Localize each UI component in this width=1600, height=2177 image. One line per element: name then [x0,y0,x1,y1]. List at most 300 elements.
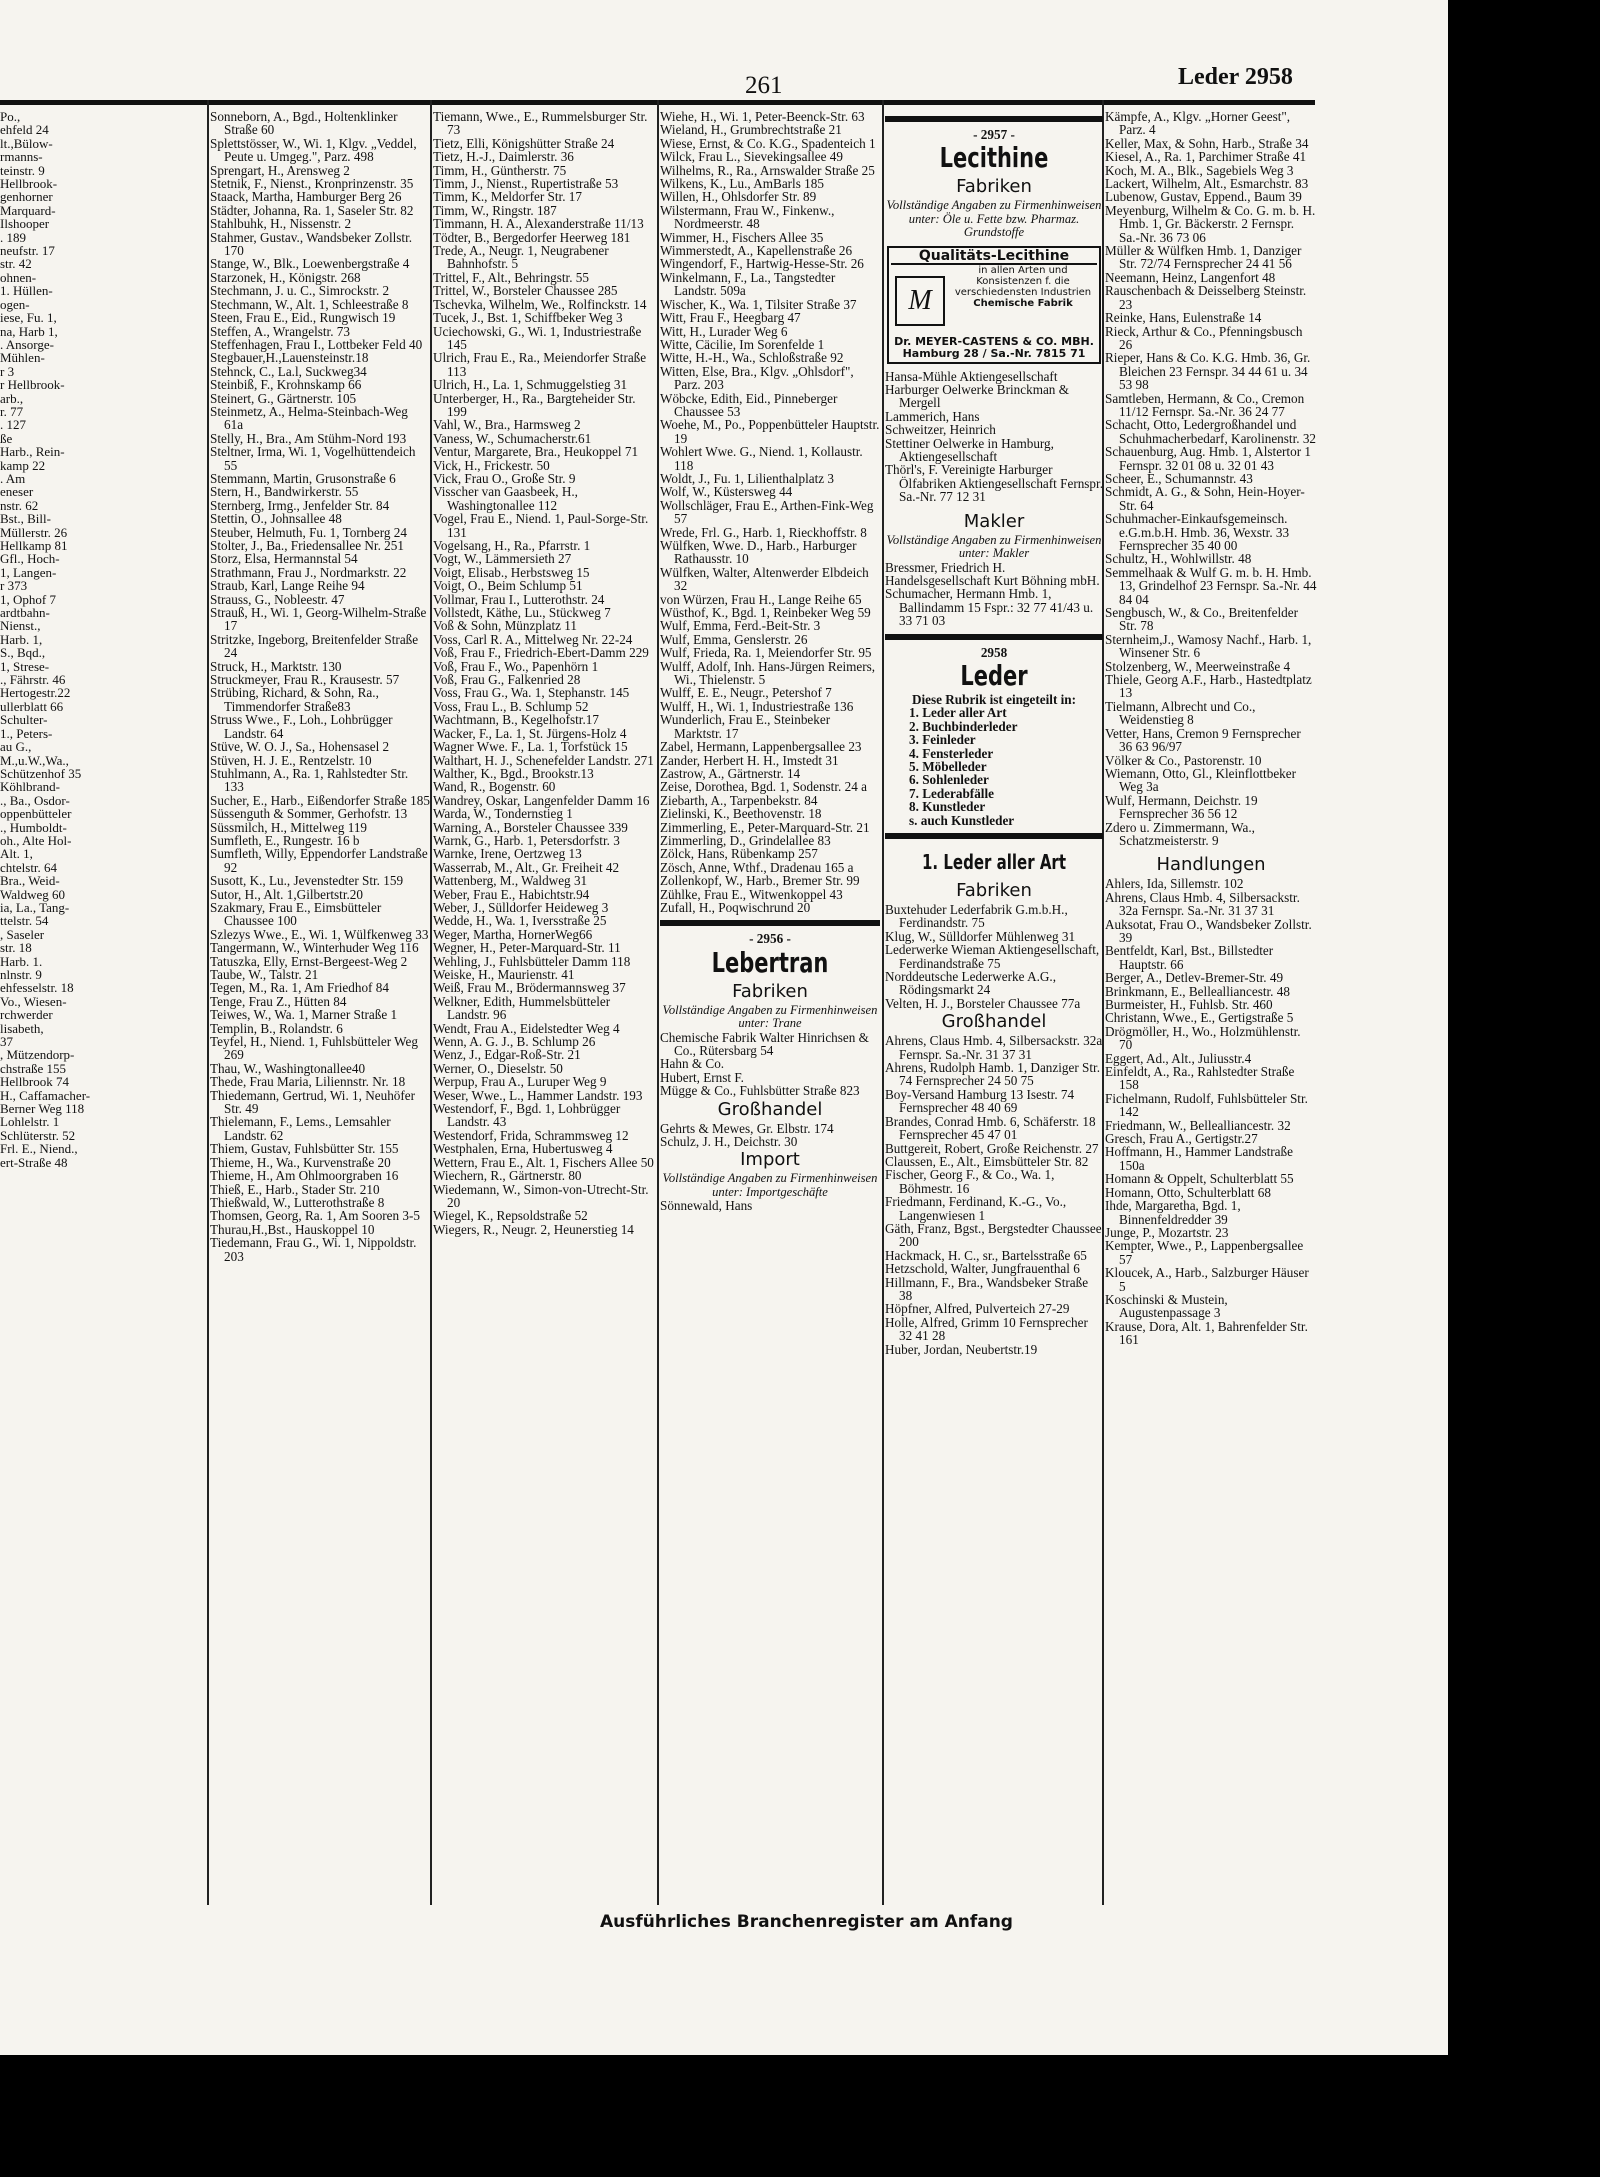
column-5-entries [1105,110,1317,847]
list-item: Witte, Cäcilie, Im Sorenfelde 1 [660,336,825,352]
list-item: Lackert, Wilhelm, Alt., Esmarchstr. 83 [1105,176,1309,192]
list-item: Buttgereit, Robert, Große Reichenstr. 27 [885,1140,1099,1156]
list-item: Steinmetz, A., Helma-Steinbach-Weg 61a [210,403,408,433]
list-item: Wedde, H., Wa. 1, Iversstraße 25 [433,913,607,929]
list-item: Woldt, J., Fu. 1, Lilienthalplatz 3 [660,470,835,486]
list-item: Struckmeyer, Frau R., Krausestr. 57 [210,672,400,688]
list-item: Schulz, J. H., Deichstr. 30 [660,1134,798,1150]
list-item: Stelly, H., Bra., Am Stühm-Nord 193 [210,430,407,446]
list-item: Völker & Co., Pastorenstr. 10 [1105,752,1262,768]
list-item: Trede, A., Neugr. 1, Neugrabener Bahnhofstr. 5 [433,243,609,272]
list-item: Vogelsang, H., Ra., Pfarrstr. 1 [433,538,591,553]
list-item: Stange, W., Blk., Loewenbergstraße 4 [210,256,410,272]
list-item: Schmidt, A. G., & Sohn, Hein-Hoyer-Str. 64 [1105,484,1305,513]
list-item: r 373 [0,578,28,594]
list-item: Wollschläger, Frau E., Arthen-Fink-Weg 57 [660,497,874,527]
list-item: Ahlers, Ida, Sillemstr. 102 [1105,876,1244,892]
list-item: Trittel, F., Alt., Behringstr. 55 [433,269,589,285]
list-item: Ihde, Margaretha, Bgd. 1, Binnenfeldredder 39 [1105,1198,1241,1227]
list-item: r 3 [0,363,15,379]
list-item: teinstr. 9 [0,162,45,178]
list-item: Witt, H., Lurader Weg 6 [660,323,788,339]
list-item: ., Ba., Osdor- [0,792,70,808]
list-item: Kämpfe, A., Klgv. „Horner Geest", Parz. 4 [1105,109,1291,138]
lebertran-title: Lebertran [711,945,829,979]
list-item: Thieme, H., Wa., Kurvenstraße 20 [210,1154,391,1170]
lebertran-import-entries [660,1199,880,1212]
list-item: oppenbütteler [0,806,72,822]
list-item: Hillmann, F., Bra., Wandsbeker Straße 38 [885,1274,1089,1303]
list-item: Tegen, M., Ra. 1, Am Friedhof 84 [210,980,389,996]
list-item: Wiese, Ernst, & Co. K.G., Spadenteich 1 [660,135,876,151]
list-item: Vogt, W., Lämmersieth 27 [433,551,572,567]
company-logo-icon: M [895,276,945,326]
list-item: Weber, J., Sülldorfer Heideweg 3 [433,899,609,915]
list-item: Nienst., [0,618,41,634]
list-item: 37 [0,1034,13,1050]
ad-footer-phone: Hamburg 28 / Sa.-Nr. 7815 71 [902,346,1086,360]
lebertran-sub: Fabriken [732,980,808,1002]
list-item: Gfl., Hoch- [0,551,60,567]
list-item: Brandes, Conrad Hmb. 6, Schäferstr. 18 Fernsprecher 45 47 01 [885,1113,1096,1143]
rubrik-item: 6. Sohlenleder [909,772,989,788]
list-item: Stern, H., Bandwirkerstr. 55 [210,484,359,500]
list-item: Müller & Wülfken Hmb. 1, Danziger Str. 72/74 Fernsprecher 24 41 56 [1105,243,1302,272]
list-item: Süssenguth & Sommer, Gerhofstr. 13 [210,806,408,822]
list-item: Samtleben, Hermann, & Co., Cremon 11/12 Fernspr. Sa.-Nr. 36 24 77 [1105,390,1305,419]
list-item: Struss Wwe., F., Loh., Lohbrügger Landstr. 64 [210,712,393,741]
list-item: 1, Langen- [0,564,57,580]
list-item: Schumacher, Hermann Hmb. 1, Ballindamm 15 Fspr.: 32 77 41/43 u. 33 71 03 [885,586,1094,629]
list-item: ogen- [0,296,30,312]
list-item: rchwerder [0,1007,53,1023]
list-item: ehfesselstr. 18 [0,980,74,996]
list-item: Fichelmann, Rudolf, Fuhlsbütteler Str. 142 [1105,1090,1308,1120]
list-item: Holle, Alfred, Grimm 10 Fernsprecher 32 41 28 [885,1314,1088,1344]
list-item: Teiwes, W., Wa. 1, Marner Straße 1 [210,1007,398,1023]
list-item: Wiemann, Otto, Gl., Kleinflottbeker Weg 3a [1105,765,1297,795]
list-item: Buxtehuder Lederfabrik G.m.b.H., Ferdinandstr. 75 [885,902,1068,931]
list-item: oh., Alte Hol- [0,832,72,848]
list-item: Wolf, W., Küstersweg 44 [660,484,793,500]
page-footer: Ausführliches Branchenregister am Anfang [600,1912,1013,1932]
list-item: Köhlbrand- [0,779,60,795]
list-item: Wiegel, K., Repsoldstraße 52 [433,1208,588,1224]
list-item: Welkner, Edith, Hummelsbütteler Landstr. 96 [433,993,611,1023]
list-item: Steuber, Helmuth, Fu. 1, Tornberg 24 [210,524,407,540]
list-item: Scheer, E., Schumannstr. 43 [1105,470,1253,486]
list-item: Stolzenberg, W., Meerweinstraße 4 [1105,658,1291,674]
rubrik-item: 1. Leder aller Art [909,705,1007,721]
list-item: Starzonek, H., Königstr. 268 [210,269,361,285]
list-item: Harburger Oelwerke Brinckman & Mergell [885,382,1069,411]
list-item: Koschinski & Mustein, Augustenpassage 3 [1105,1291,1228,1321]
list-item: Zimmerling, D., Grindelallee 83 [660,832,831,848]
list-item: Zielinski, K., Beethovenstr. 18 [660,806,822,822]
list-item: Wimmer, H., Fischers Allee 35 [660,229,824,245]
list-item: Rieck, Arthur & Co., Pfenningsbusch 26 [1105,323,1303,352]
list-item: Timmann, H. A., Alexanderstraße 11/13 [433,216,644,232]
list-item: Tucek, J., Bst. 1, Schiffbeker Weg 3 [433,310,623,326]
list-item: Ahrens, Rudolph Hamb. 1, Danziger Str. 74 Fernsprecher 24 50 75 [885,1060,1100,1089]
list-item: Sengbusch, W., & Co., Breitenfelder Str. 78 [1105,605,1299,634]
lebertran-grosshandel: Großhandel [717,1098,823,1120]
rubrik-item: 5. Möbelleder [909,758,987,774]
list-item: na, Harb 1, [0,323,58,339]
list-item: Witt, Frau F., Heegbarg 47 [660,310,801,326]
list-item: Thießwald, W., Lutterothstraße 8 [210,1194,385,1210]
list-item: Steffen, A., Wrangelstr. 73 [210,323,350,339]
list-item: Vo., Wiesen- [0,993,67,1009]
list-item: Harb. 1. [0,953,43,969]
list-item: Voss, Frau G., Wa. 1, Stephanstr. 145 [433,685,630,701]
list-item: Koch, M. A., Blk., Sagebiels Weg 3 [1105,162,1294,178]
list-item: Homann & Oppelt, Schulterblatt 55 [1105,1171,1294,1187]
list-item: Stahmer, Gustav., Wandsbeker Zollstr. 170 [210,229,413,259]
list-item: Kiesel, A., Ra. 1, Parchimer Straße 41 [1105,149,1307,165]
list-item: Sprengart, H., Arensweg 2 [210,162,350,178]
column-3-entries [660,110,880,914]
directory-column-3 [660,110,880,1905]
list-item: Stuhlmann, A., Ra. 1, Rahlstedter Str. 133 [210,765,409,795]
ad-company: Chemische Fabrik [973,298,1073,310]
directory-column-5 [1105,110,1317,1905]
list-item: Berger, A., Detlev-Bremer-Str. 49 [1105,970,1284,986]
list-item: Rauschenbach & Deisselberg Steinstr. 23 [1105,283,1307,312]
list-item: Timm, H., Güntherstr. 75 [433,162,567,178]
list-item: Schulter- [0,712,48,728]
list-item: Zastrow, A., Gärtnerstr. 14 [660,765,801,781]
list-item: Voß, Frau F., Friedrich-Ebert-Damm 229 [433,645,649,661]
list-item: Steffenhagen, Frau I., Lottbeker Feld 40 [210,336,423,352]
list-item: Warda, W., Tondernstieg 1 [433,806,573,822]
list-item: . 189 [0,229,26,245]
list-item: Neemann, Heinz, Langenfort 48 [1105,269,1276,285]
list-item: Struck, H., Marktstr. 130 [210,658,342,674]
list-item: Wand, R., Bogenstr. 60 [433,779,556,795]
list-item: Mügge & Co., Fuhlsbütter Straße 823 [660,1083,860,1099]
list-item: Storz, Elsa, Hermannstal 54 [210,551,358,567]
list-item: ardtbahn- [0,605,50,621]
list-item: Wilhelms, R., Ra., Arnswalder Straße 25 [660,162,875,178]
list-item: Junge, P., Mozartstr. 23 [1105,1224,1229,1240]
list-item: Bentfeldt, Karl, Bst., Billstedter Hauptstr. 66 [1105,943,1274,972]
list-item: Sucher, E., Harb., Eißendorfer Straße 185 [210,792,430,808]
list-item: Hahn & Co. [660,1056,725,1072]
list-item: Thiem, Gustav, Fuhlsbütter Str. 155 [210,1141,399,1157]
list-item: Hellkamp 81 [0,538,68,553]
list-item: Strathmann, Frau J., Nordmarkstr. 22 [210,564,407,580]
left-fragment-column [0,109,91,1890]
list-item: Norddeutsche Lederwerke A.G., Rödingsmarkt 24 [885,969,1057,998]
list-item: Stemmann, Martin, Grusonstraße 6 [210,470,396,486]
list-item: Kempter, Wwe., P., Lappenbergsallee 57 [1105,1238,1304,1267]
list-item: Wilstermann, Frau W., Finkenw., Nordmeerstr. 48 [660,202,835,232]
list-item: Wulf, Emma, Ferd.-Beit-Str. 3 [660,618,821,634]
list-item: Velten, H. J., Borsteler Chaussee 77a [885,995,1081,1011]
list-item: Meyenburg, Wilhelm & Co. G. m. b. H. Hmb. 1, Gr. Bäckerstr. 2 Fernspr. Sa.-Nr. 36 73 06 [1105,202,1316,245]
list-item: Stolter, J., Ba., Friedensallee Nr. 251 [210,538,404,553]
list-item: str. 18 [0,940,32,956]
list-item: Ahrens, Claus Hmb. 4, Silbersackstr. 32a Fernspr. Sa.-Nr. 31 37 31 [885,1033,1103,1062]
list-item: Sumfleth, E., Rungestr. 16 b [210,832,360,848]
leder-intro: Diese Rubrik ist eingeteilt in: [911,691,1077,707]
list-item: Wunderlich, Frau E., Steinbeker Marktstr. 17 [660,712,831,741]
list-item: chtelstr. 64 [0,859,58,875]
list-item: Zander, Herbert H. H., Imstedt 31 [660,752,839,768]
list-item: nlnstr. 9 [0,967,42,982]
list-item: Wiegers, R., Neugr. 2, Heunerstieg 14 [433,1221,634,1237]
list-item: Thede, Frau Maria, Liliennstr. Nr. 18 [210,1074,406,1090]
list-item: Stüve, W. O. J., Sa., Hohensasel 2 [210,739,390,755]
list-item: Tietz, H.-J., Daimlerstr. 36 [433,149,574,165]
lecithine-note: Vollständige Angaben zu Firmenhinweisen unter: Öle u. Fette bzw. Pharmaz. Grundstoffe [886,198,1102,240]
list-item: Bressmer, Friedrich H. [885,559,1006,575]
list-item: Klug, W., Sülldorfer Mühlenweg 31 [885,928,1076,944]
list-item: Warning, A., Borsteler Chaussee 339 [433,819,628,835]
list-item: Wulf, Frieda, Ra. 1, Meiendorfer Str. 95 [660,645,872,661]
list-item: , Saseler [0,926,45,942]
page-header [0,62,1448,102]
list-item: Wettern, Frau E., Alt. 1, Fischers Allee 50 [433,1154,654,1170]
list-item: Willen, H., Ohlsdorfer Str. 89 [660,189,817,205]
list-item: Wülfken, Walter, Altenwerder Elbdeich 32 [660,564,869,594]
rubrik-item: 8. Kunstleder [909,799,986,815]
list-item: Huber, Jordan, Neubertstr.19 [885,1341,1038,1357]
list-item: Strauß, H., Wi. 1, Georg-Wilhelm-Straße 17 [210,605,427,634]
list-item: Stetnik, F., Nienst., Kronprinzenstr. 35 [210,176,414,192]
lebertran-entries [660,1031,880,1098]
list-item: S., Bqd., [0,645,46,661]
list-item: Szlezys Wwe., E., Wi. 1, Wülfkenweg 33 [210,926,429,942]
rubrik-item: s. auch Kunstleder [909,812,1015,828]
list-item: Zdero u. Zimmermann, Wa., Schatzmeisterstr. 9 [1105,819,1255,848]
list-item: 1. Hüllen- [0,283,53,299]
list-item: Wulf, Hermann, Deichstr. 19 Fernsprecher 36 56 12 [1105,792,1258,822]
leder-title: Leder [960,658,1028,692]
list-item: Ulrich, H., La. 1, Schmuggelstieg 31 [433,377,628,393]
list-item: Thurau,H.,Bst., Hauskoppel 10 [210,1221,375,1237]
list-item: Zimmerling, E., Peter-Marquard-Str. 21 [660,819,870,835]
directory-column-4 [885,110,1103,1905]
list-item: Tietz, Elli, Königshütter Straße 24 [433,135,615,151]
list-item: Ahrens, Claus Hmb. 4, Silbersackstr. 32a Fernspr. Sa.-Nr. 31 37 31 [1105,889,1300,919]
list-item: Weiß, Frau M., Brödermannsweg 37 [433,980,626,996]
list-item: Hoffmann, H., Hammer Landstraße 150a [1105,1144,1293,1173]
list-item: Harb., Rein- [0,444,65,460]
list-item: Gresch, Frau A., Gertigstr.27 [1105,1131,1258,1147]
list-item: Fischer, Georg F., & Co., Wa. 1, Böhmestr. 16 [885,1167,1055,1196]
list-item: Wulff, E. E., Neugr., Petershof 7 [660,685,832,701]
list-item: ullerblatt 66 [0,698,64,714]
list-item: Walther, K., Bgd., Brookstr.13 [433,765,594,781]
list-item: chstraße 155 [0,1060,67,1076]
list-item: Wilck, Frau L., Sievekingsallee 49 [660,149,843,165]
list-item: ert-Straße 48 [0,1154,68,1170]
list-item: Walthart, H. J., Schenefelder Landstr. 271 [433,752,654,768]
list-item: Stechmann, W., Alt. 1, Schleestraße 8 [210,296,409,312]
list-item: Krause, Dora, Alt. 1, Bahrenfelder Str. 161 [1105,1318,1308,1348]
list-item: Voigt, Elisab., Herbstsweg 15 [433,564,590,580]
list-item: Wattenberg, M., Waldweg 31 [433,873,588,889]
list-item: neufstr. 17 [0,243,55,259]
list-item: kamp 22 [0,457,46,473]
list-item: genhorner [0,189,53,205]
list-item: iese, Fu. 1, [0,310,57,326]
list-item: Friedmann, Ferdinand, K.-G., Vo., Langenwiesen 1 [885,1194,1067,1223]
list-item: 1., Peters- [0,725,53,741]
list-item: r Hellbrook- [0,377,65,393]
list-item: Wachtmann, B., Kegelhofstr.17 [433,712,599,728]
list-item: Tschevka, Wilhelm, We., Rolfinckstr. 14 [433,296,647,312]
makler-note: Vollständige Angaben zu Firmenhinweisen unter: Makler [886,532,1102,561]
list-item: r. 77 [0,403,24,419]
list-item: Zufall, H., Poqwischrund 20 [660,899,811,915]
list-item: Berner Weg 118 [0,1101,85,1117]
list-item: Winkelmann, F., La., Tangstedter Landstr. 509a [660,269,836,299]
list-item: Wandrey, Oskar, Langenfelder Damm 16 [433,792,650,808]
list-item: . Ansorge- [0,336,54,352]
list-item: Kloucek, A., Harb., Salzburger Häuser 5 [1105,1265,1309,1294]
list-item: 1, Ophof 7 [0,591,56,607]
list-item: Schacht, Otto, Ledergroßhandel und Schuhmacherbedarf, Karolinenstr. 32 [1105,417,1317,446]
list-item: Strübing, Richard, & Sohn, Ra., Timmendorfer Straße83 [210,685,379,714]
list-item: Hetzschold, Walter, Jungfrauenthal 6 [885,1261,1080,1277]
list-item: Frl. E., Niend., [0,1141,78,1157]
list-item: Thieme, H., Am Ohlmoorgraben 16 [210,1168,399,1184]
list-item: Thielemann, F., Lems., Lemsahler Landstr. 62 [210,1114,391,1143]
list-item: Gehrts & Mewes, Gr. Elbstr. 174 [660,1120,834,1136]
list-item: Wenz, J., Edgar-Roß-Str. 21 [433,1047,581,1063]
list-item: Timm, W., Ringstr. 187 [433,202,557,218]
lebertran-grosshandel-entries [660,1122,880,1149]
list-item: Witte, H.-H., Wa., Schloßstraße 92 [660,350,844,366]
list-item: Wehling, J., Fuhlsbütteler Damm 118 [433,953,631,969]
list-item: Mühlen- [0,350,45,366]
list-item: Werpup, Frau A., Luruper Weg 9 [433,1074,607,1090]
list-item: Wohlert Wwe. G., Niend. 1, Kollaustr. 118 [660,444,863,473]
list-item: au G., [0,739,32,755]
rubrik-item: 7. Lederabfälle [909,785,994,801]
list-item: Tödter, B., Bergedorfer Heerweg 181 [433,229,631,245]
list-item: Zabel, Hermann, Lappenbergsallee 23 [660,739,862,755]
list-item: lt.,Bülow- [0,135,53,151]
list-item: Christann, Wwe., E., Gertigstraße 5 [1105,1010,1294,1026]
list-item: Schauenburg, Aug. Hmb. 1, Alstertor 1 Fernspr. 32 01 08 u. 32 01 43 [1105,444,1311,473]
list-item: Voß, Frau F., Wo., Papenhörn 1 [433,658,599,674]
list-item: Stechmann, J. u. C., Simrockstr. 2 [210,283,390,299]
list-item: Timm, K., Meldorfer Str. 17 [433,189,582,205]
list-item: Wenn, A. G. J., B. Schlump 26 [433,1034,596,1050]
list-item: 1, Strese- [0,658,50,674]
directory-column-2 [433,110,655,1905]
list-item: Wrede, Frl. G., Harb. 1, Rieckhoffstr. 8 [660,524,867,540]
list-item: Stettin, O., Johnsallee 48 [210,511,342,527]
list-item: Uciechowski, G., Wi. 1, Industriestraße 145 [433,323,642,352]
list-item: ., Humboldt- [0,819,67,835]
list-item: Bra., Weid- [0,873,60,889]
list-item: Wieland, H., Grumbrechtstraße 21 [660,122,842,138]
list-item: Thau, W., Washingtonallee40 [210,1060,366,1076]
list-item: Stüven, H. J. E., Rentzelstr. 10 [210,752,372,768]
list-item: Tatuszka, Elly, Ernst-Bergeest-Weg 2 [210,953,408,969]
list-item: ., Fährstr. 46 [0,672,66,688]
leder-grosshandel: Großhandel [941,1011,1047,1033]
list-item: Stahlbuhk, H., Nissenstr. 2 [210,216,352,232]
list-item: Vick, Frau O., Große Str. 9 [433,470,576,486]
list-item: Vogel, Frau E., Niend. 1, Paul-Sorge-Str. 131 [433,511,649,540]
list-item: Ventur, Margarete, Bra., Heukoppel 71 [433,444,639,460]
list-item: Sternberg, Irmg., Jenfelder Str. 84 [210,497,390,513]
column-divider [657,100,659,1905]
list-item: Po., [0,109,21,124]
list-item: Claussen, E., Alt., Eimsbütteler Str. 82 [885,1153,1089,1169]
page-number: 261 [745,72,783,99]
list-item: Staack, Martha, Hamburger Berg 26 [210,189,402,205]
list-item: Sonneborn, A., Bgd., Holtenklinker Straße 60 [210,109,398,138]
list-item: Brinkmann, E., Bellealliancestr. 48 [1105,983,1290,999]
list-item: Wulff, H., Wi. 1, Industriestraße 136 [660,698,854,714]
list-item: Höpfner, Alfred, Pulverteich 27-29 [885,1301,1070,1317]
list-item: eneser [0,484,34,500]
list-item: Ilshooper [0,216,50,232]
list-item: , Mützendorp- [0,1047,75,1063]
list-item: ttelstr. 54 [0,913,49,929]
list-item: Thörl's, F. Vereinigte Harburger Ölfabriken Aktiengesellschaft Fernspr. Sa.-Nr. 77 12 31 [885,462,1103,505]
column-divider [430,100,432,1905]
list-item: Wöbcke, Edith, Eid., Pinneberger Chaussee 53 [660,390,838,419]
list-item: Witten, Else, Bra., Klgv. „Ohlsdorf", Parz. 203 [660,363,854,393]
ad-footer [891,336,1097,360]
ad-text: in allen Arten und Konsistenzen f. die verschiedensten Industrien [954,265,1092,299]
list-item: Hubert, Ernst F. [660,1069,744,1085]
list-item: Teyfel, H., Niend. 1, Fuhlsbütteler Weg 269 [210,1034,418,1063]
list-item: Wegner, H., Peter-Marquard-Str. 11 [433,940,621,956]
list-item: Woehe, M., Po., Poppenbütteler Hauptstr. 19 [660,417,880,446]
list-item: Lubenow, Gustav, Eppend., Baum 39 [1105,189,1302,205]
list-item: Schweitzer, Heinrich [885,422,996,438]
leder-fabriken: Fabriken [956,880,1032,901]
list-item: Lohlelstr. 1 [0,1114,60,1130]
list-item: Wiechern, R., Gärtnerstr. 80 [433,1168,582,1184]
list-item: Vollmar, Frau I., Lutterothstr. 24 [433,591,605,607]
list-item: Westendorf, F., Bgd. 1, Lohbrügger Landstr. 43 [433,1101,621,1130]
list-item: Hackmack, H. C., sr., Bartelsstraße 65 [885,1247,1087,1263]
list-item: Wiehe, H., Wi. 1, Peter-Beenck-Str. 63 [660,109,865,124]
list-item: Voss, Frau L., B. Schlump 52 [433,698,589,714]
leder-fabriken-entries [885,903,1103,1010]
list-item: Timm, J., Nienst., Rupertistraße 53 [433,176,619,192]
list-item: Rieper, Hans & Co. K.G. Hmb. 36, Gr. Bleichen 23 Fernspr. 34 44 61 u. 34 53 98 [1105,350,1311,393]
list-item: ohnen- [0,269,37,285]
list-item: Vahl, W., Bra., Harmsweg 2 [433,417,581,433]
list-item: Ziebarth, A., Tarpenbekstr. 84 [660,792,818,808]
list-item: Zühlke, Frau E., Witwenkoppel 43 [660,886,843,902]
list-item: Taube, W., Talstr. 21 [210,967,319,982]
list-item: Tangermann, W., Winterhuder Weg 116 [210,940,419,956]
list-item: Steinert, G., Gärtnerstr. 105 [210,390,357,406]
list-item: Wulff, Adolf, Inh. Hans-Jürgen Reimers, Wi., Thielenstr. 5 [660,658,876,688]
list-item: Unterberger, H., Ra., Bargteheider Str. 199 [433,390,636,419]
list-item: Müllerstr. 26 [0,524,68,540]
list-item: Auksotat, Frau O., Wandsbeker Zollstr. 39 [1105,916,1312,945]
list-item: Eggert, Ad., Alt., Juliusstr.4 [1105,1050,1252,1066]
column-divider [207,100,209,1905]
list-item: Sönnewald, Hans [660,1198,753,1214]
list-item: Stehnck, C., La.l, Suckweg34 [210,363,367,379]
makler-heading: Makler [963,510,1025,532]
list-item: Hellbrook- [0,176,58,192]
